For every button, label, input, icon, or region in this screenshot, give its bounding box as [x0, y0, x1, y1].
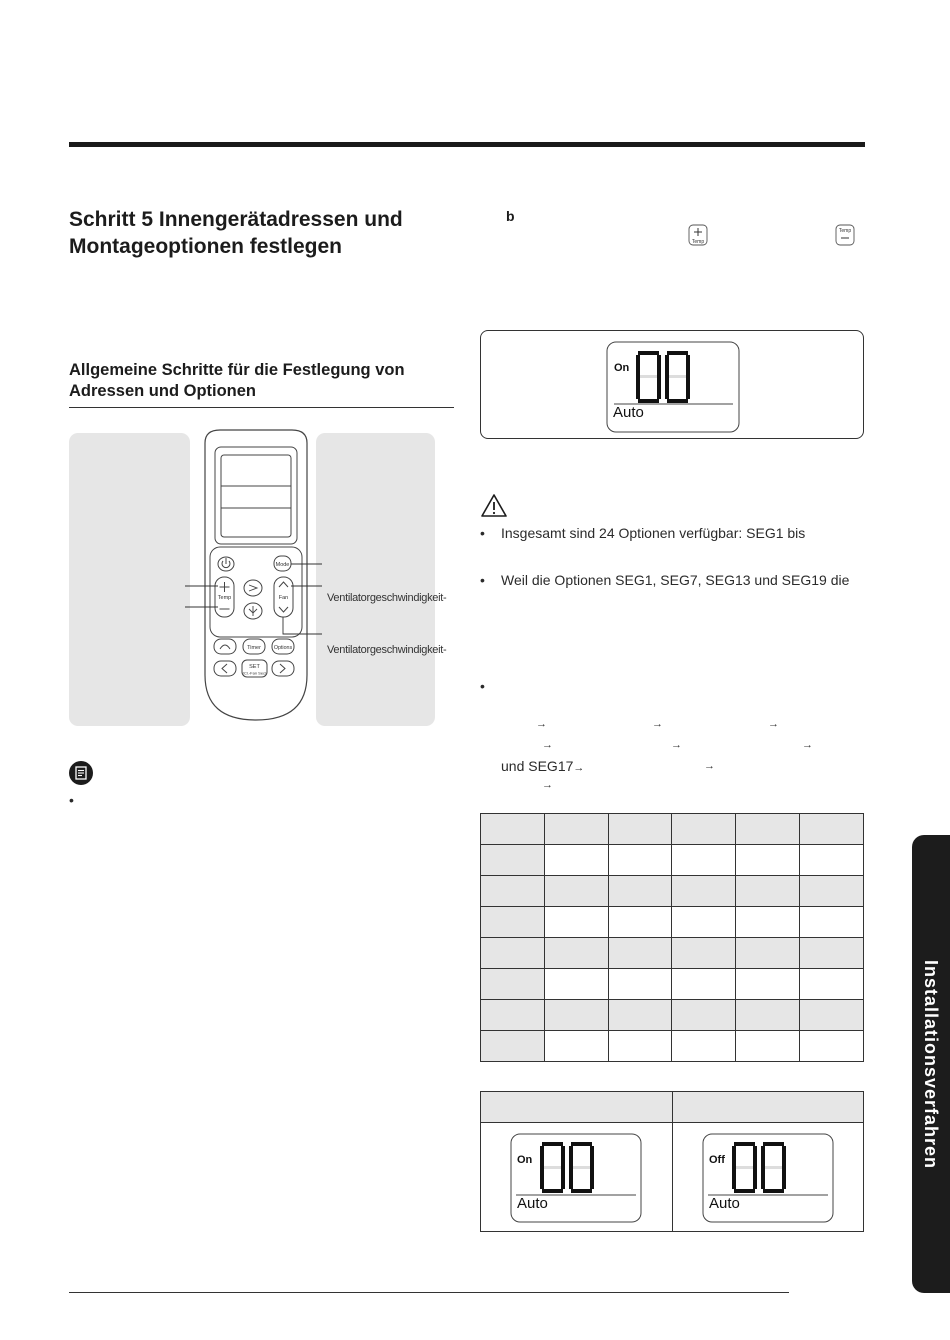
lcd-mode-label: Auto: [517, 1195, 548, 1212]
sequence-arrow: →: [802, 739, 813, 751]
table-row: [481, 969, 864, 1000]
table-row: [481, 1092, 864, 1123]
sequence-arrow: →: [573, 762, 585, 774]
caution-item-2: Weil die Optionen SEG1, SEG7, SEG13 und SEG19 die: [501, 572, 850, 588]
caution-icon: [480, 493, 508, 518]
left-callout-panel: [69, 433, 190, 726]
lcd-mode-label: Auto: [613, 404, 644, 421]
sequence-bullet: •: [480, 678, 485, 694]
svg-text:Temp: Temp: [838, 228, 852, 234]
sequence-text: [501, 758, 584, 774]
caution-item-1: Insgesamt sind 24 Optionen verfügbar: SEG1 bis: [501, 525, 806, 541]
table-row: [481, 938, 864, 969]
fan-down-callout: Ventilatorgeschwindigkeit-: [327, 644, 447, 656]
section-title-line2: Adressen und Optionen: [69, 382, 257, 400]
svg-text:Fan: Fan: [278, 595, 289, 601]
bottom-rule: [69, 1292, 789, 1293]
table-row: [481, 876, 864, 907]
remote-control: [180, 425, 330, 730]
table-row: [481, 845, 864, 876]
side-tab-label: Installationsverfahren: [921, 959, 942, 1169]
sequence-arrow: →: [536, 718, 547, 730]
svg-text:Options: Options: [273, 645, 293, 651]
sequence-arrow: →: [768, 718, 779, 730]
caution-bullet-2: •: [480, 572, 485, 588]
lcd-on-label: On: [614, 362, 630, 374]
power-icon: [218, 557, 234, 571]
section-rule: [69, 407, 454, 408]
table-row: [481, 1031, 864, 1062]
step-letter: b: [506, 208, 515, 224]
sequence-arrow: →: [542, 779, 553, 791]
right-callout-panel: [316, 433, 435, 726]
seg-table: [480, 813, 864, 1062]
section-side-tab: [912, 835, 950, 1293]
swing-icon: [244, 580, 262, 596]
svg-text:Mode: Mode: [275, 562, 290, 568]
svg-text:Temp: Temp: [691, 239, 705, 245]
svg-text:(Cl.-Fan Sec): (Cl.-Fan Sec): [242, 670, 267, 676]
note-icon: [69, 761, 93, 785]
table-row: [481, 1000, 864, 1031]
sequence-arrow: →: [652, 718, 663, 730]
note-bullet: •: [69, 792, 74, 808]
sequence-arrow: →: [542, 739, 553, 751]
page-title-line2: Montageoptionen festlegen: [69, 235, 342, 258]
caution-bullet-1: •: [480, 525, 485, 541]
section-title: [69, 360, 454, 402]
section-title-line1: Allgemeine Schritte für die Festlegung von: [69, 361, 405, 379]
svg-text:Timer: Timer: [247, 645, 261, 651]
sequence-arrow: →: [704, 760, 715, 772]
lcd-off-label: Off: [709, 1154, 725, 1166]
lcd-mode-label: Auto: [709, 1195, 740, 1212]
page-title: [69, 206, 469, 260]
sequence-arrow: →: [671, 739, 682, 751]
page-title-line1: Schritt 5 Innengerätadressen und: [69, 208, 403, 231]
svg-text:Temp: Temp: [217, 595, 232, 601]
table-row: [481, 907, 864, 938]
fan-up-callout: Ventilatorgeschwindigkeit-: [327, 592, 447, 604]
svg-text:SET: SET: [249, 664, 260, 670]
sequence-seg17: und SEG17: [501, 758, 574, 774]
temp-minus-icon: [835, 224, 855, 246]
temp-plus-icon: [688, 224, 708, 246]
lcd-on-label: On: [517, 1154, 533, 1166]
top-rule: [69, 142, 865, 147]
table-row: [481, 814, 864, 845]
